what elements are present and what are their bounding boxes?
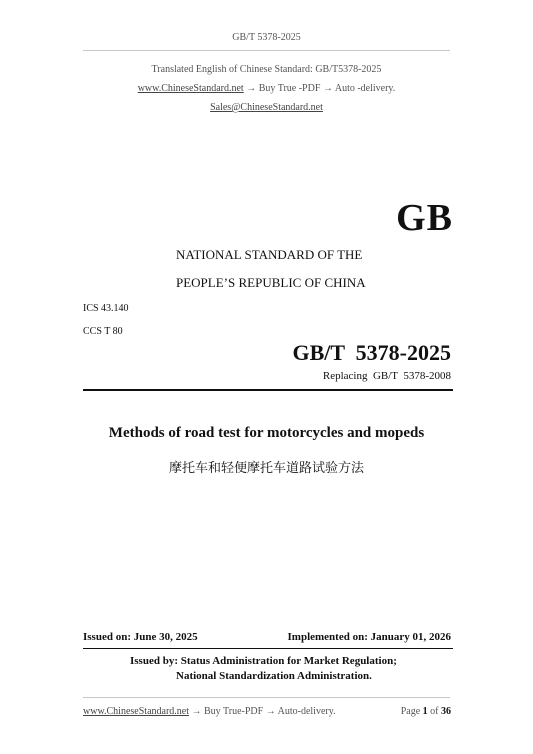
page-number: 1 [422,706,428,717]
translation-notice: Translated English of Chinese Standard: GB/T5378-2025 [151,64,382,75]
title-english: Methods of road test for motorcycles and mopeds [108,425,425,441]
footer-buy-pdf-text: → Buy True-PDF → Auto-delivery. [191,706,336,717]
implemented-on-date: Implemented on: January 01, 2026 [287,631,451,643]
sales-email-link[interactable]: Sales@ChineseStandard.net [210,102,323,113]
replacing-standard: Replacing GB/T 5378-2008 [322,370,451,382]
chinesestandard-link[interactable]: www.ChineseStandard.net [137,83,244,94]
dates-divider [83,648,453,649]
buy-pdf-text: → Buy True -PDF → Auto -delivery. [246,83,396,94]
title-divider [83,389,453,391]
email-line [0,102,533,113]
header-divider [83,50,450,51]
of-label: of [430,706,439,717]
running-header: GB/T 5378-2025 [232,32,301,43]
footer-divider [83,697,450,698]
issued-by-line2: National Standardization Administration. [176,670,372,682]
issued-on-date: Issued on: June 30, 2025 [83,631,198,643]
footer-purchase-line [83,706,336,717]
national-standard-line2: PEOPLE’S REPUBLIC OF CHINA [176,275,366,290]
total-pages: 36 [441,706,451,717]
standard-number: GB/T 5378-2025 [292,340,451,365]
issued-by-line1: Issued by: Status Administration for Market Regulation; [130,655,397,667]
gb-logo: GB [396,197,453,239]
national-standard-line1: NATIONAL STANDARD OF THE [176,247,363,262]
purchase-line [0,83,533,94]
page-label: Page [400,706,421,717]
ics-code: ICS 43.140 [83,303,129,314]
page-indicator [401,706,451,717]
footer-chinesestandard-link[interactable]: www.ChineseStandard.net [83,706,189,717]
ccs-code: CCS T 80 [83,326,123,337]
title-chinese: 摩托车和轻便摩托车道路试验方法 [168,461,364,476]
